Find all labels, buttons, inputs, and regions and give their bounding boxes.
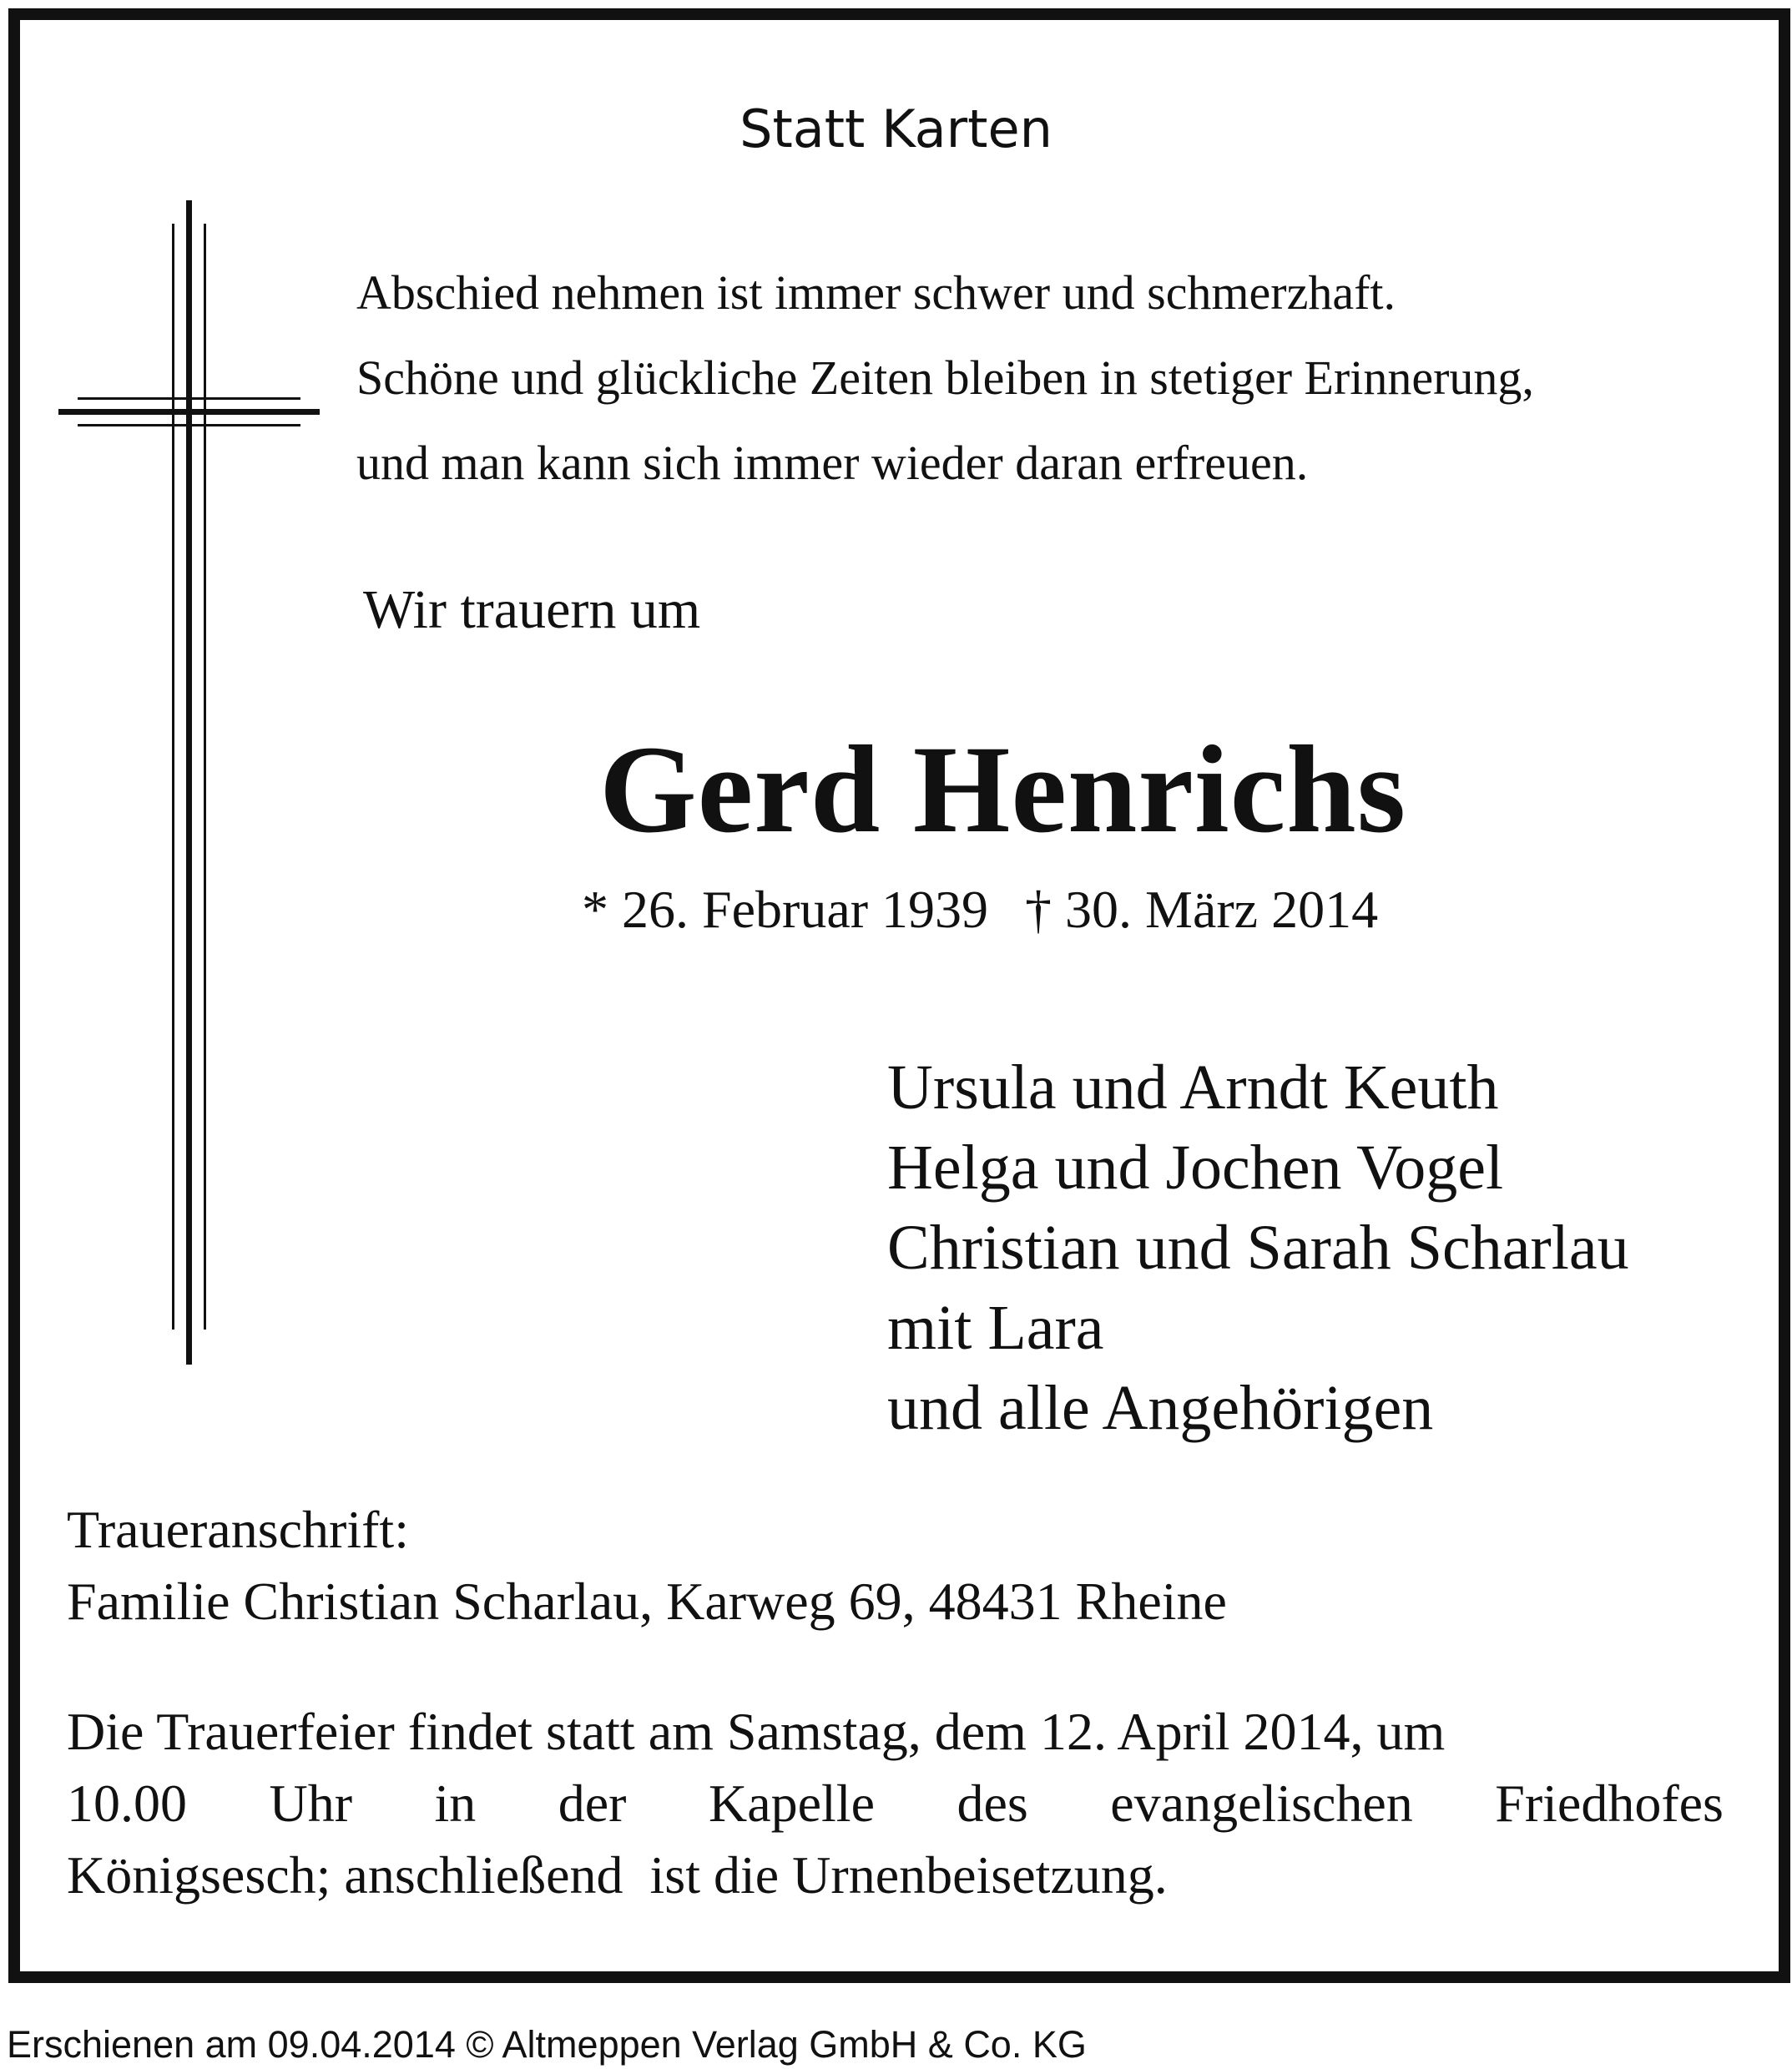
service-word: Uhr (269, 1774, 353, 1833)
birth-date: * 26. Februar 1939 (582, 880, 989, 939)
verse-line: Schöne und glückliche Zeiten bleiben in stetiger Erinnerung, (356, 351, 1534, 405)
mourning-address (67, 1494, 1227, 1638)
death-date: † 30. März 2014 (1025, 880, 1379, 939)
deceased-name: Gerd Henrichs (599, 720, 1407, 859)
life-dates (582, 879, 1378, 941)
service-word: des (957, 1774, 1028, 1833)
mourner-line: und alle Angehörigen (887, 1373, 1434, 1443)
service-word: evangelischen (1110, 1774, 1413, 1833)
publication-footer: Erschienen am 09.04.2014 © Altmeppen Verlag GmbH & Co. KG (7, 2023, 1087, 2066)
address-value: Familie Christian Scharlau, Karweg 69, 48431 Rheine (67, 1572, 1227, 1631)
verse-line: Abschied nehmen ist immer schwer und schmerzhaft. (356, 265, 1396, 320)
mourner-line: Helga und Jochen Vogel (887, 1133, 1504, 1203)
service-word: in (434, 1774, 477, 1833)
verse-line: und man kann sich immer wieder daran erfreuen. (356, 436, 1309, 490)
mourner-line: mit Lara (887, 1293, 1104, 1363)
mourning-intro: Wir trauern um (363, 579, 701, 640)
mourners-list (887, 1047, 1629, 1448)
service-details (67, 1696, 1724, 1911)
service-word: Friedhofes (1495, 1774, 1724, 1833)
mourner-line: Ursula und Arndt Keuth (887, 1052, 1499, 1123)
farewell-verse (356, 250, 1534, 506)
mourner-line: Christian und Sarah Scharlau (887, 1213, 1629, 1283)
address-label: Traueranschrift: (67, 1500, 409, 1559)
service-word: der (558, 1774, 627, 1833)
service-line (67, 1768, 1724, 1839)
service-line: Die Trauerfeier findet statt am Samstag, dem 12. April 2014, um (67, 1702, 1446, 1761)
service-word: Kapelle (708, 1774, 875, 1833)
service-word: 10.00 (67, 1774, 187, 1833)
service-line: Königsesch; anschließend ist die Urnenbeisetzung. (67, 1845, 1168, 1905)
notice-heading: Statt Karten (740, 98, 1052, 159)
